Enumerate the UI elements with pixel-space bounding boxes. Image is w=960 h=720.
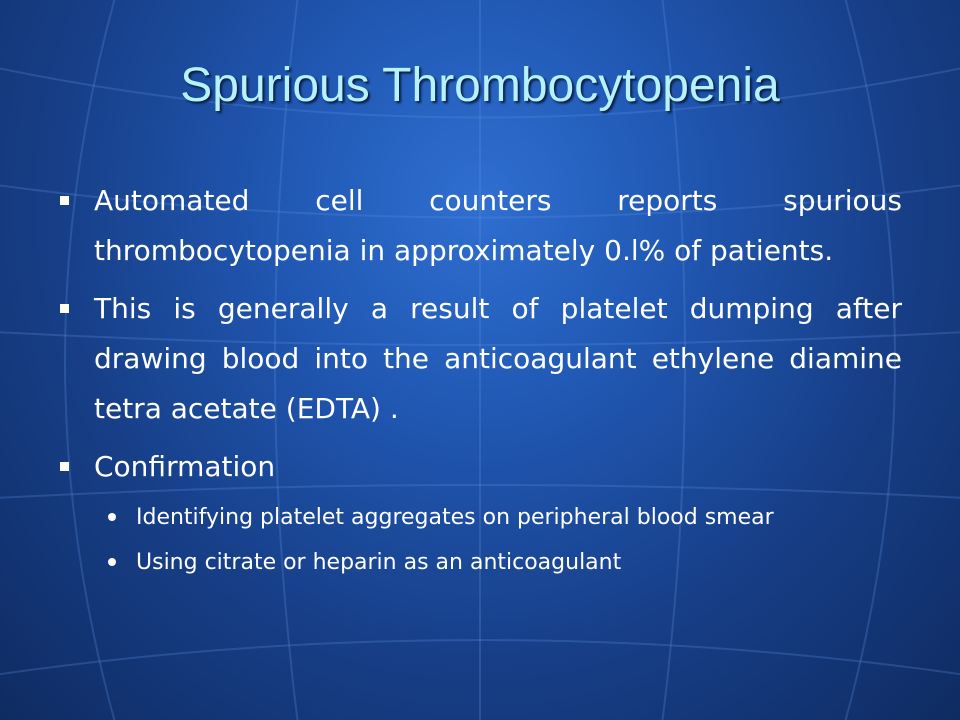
square-bullet-icon	[60, 462, 69, 471]
sub-bullet-item	[60, 545, 902, 580]
bullet-item	[60, 442, 902, 492]
bullet-text: Automated cell counters reports spurious thrombocytopenia in approximately 0.l% of patients.	[94, 184, 902, 267]
slide-content	[60, 176, 902, 590]
square-bullet-icon	[60, 196, 69, 205]
sub-bullet-text: Identifying platelet aggregates on peripheral blood smear	[136, 505, 774, 530]
sub-bullet-text: Using citrate or heparin as an anticoagulant	[136, 550, 622, 575]
round-bullet-icon	[108, 558, 116, 566]
bullet-item	[60, 176, 902, 276]
round-bullet-icon	[108, 513, 116, 521]
bullet-item	[60, 284, 902, 434]
square-bullet-icon	[60, 304, 69, 313]
bullet-text: Confirmation	[94, 450, 276, 483]
slide-title: Spurious Thrombocytopenia	[180, 59, 780, 112]
bullet-text: This is generally a result of platelet dumping after drawing blood into the anticoagulant ethylene diamine tetra acetate (EDTA) .	[94, 292, 902, 425]
sub-bullet-item	[60, 500, 902, 535]
